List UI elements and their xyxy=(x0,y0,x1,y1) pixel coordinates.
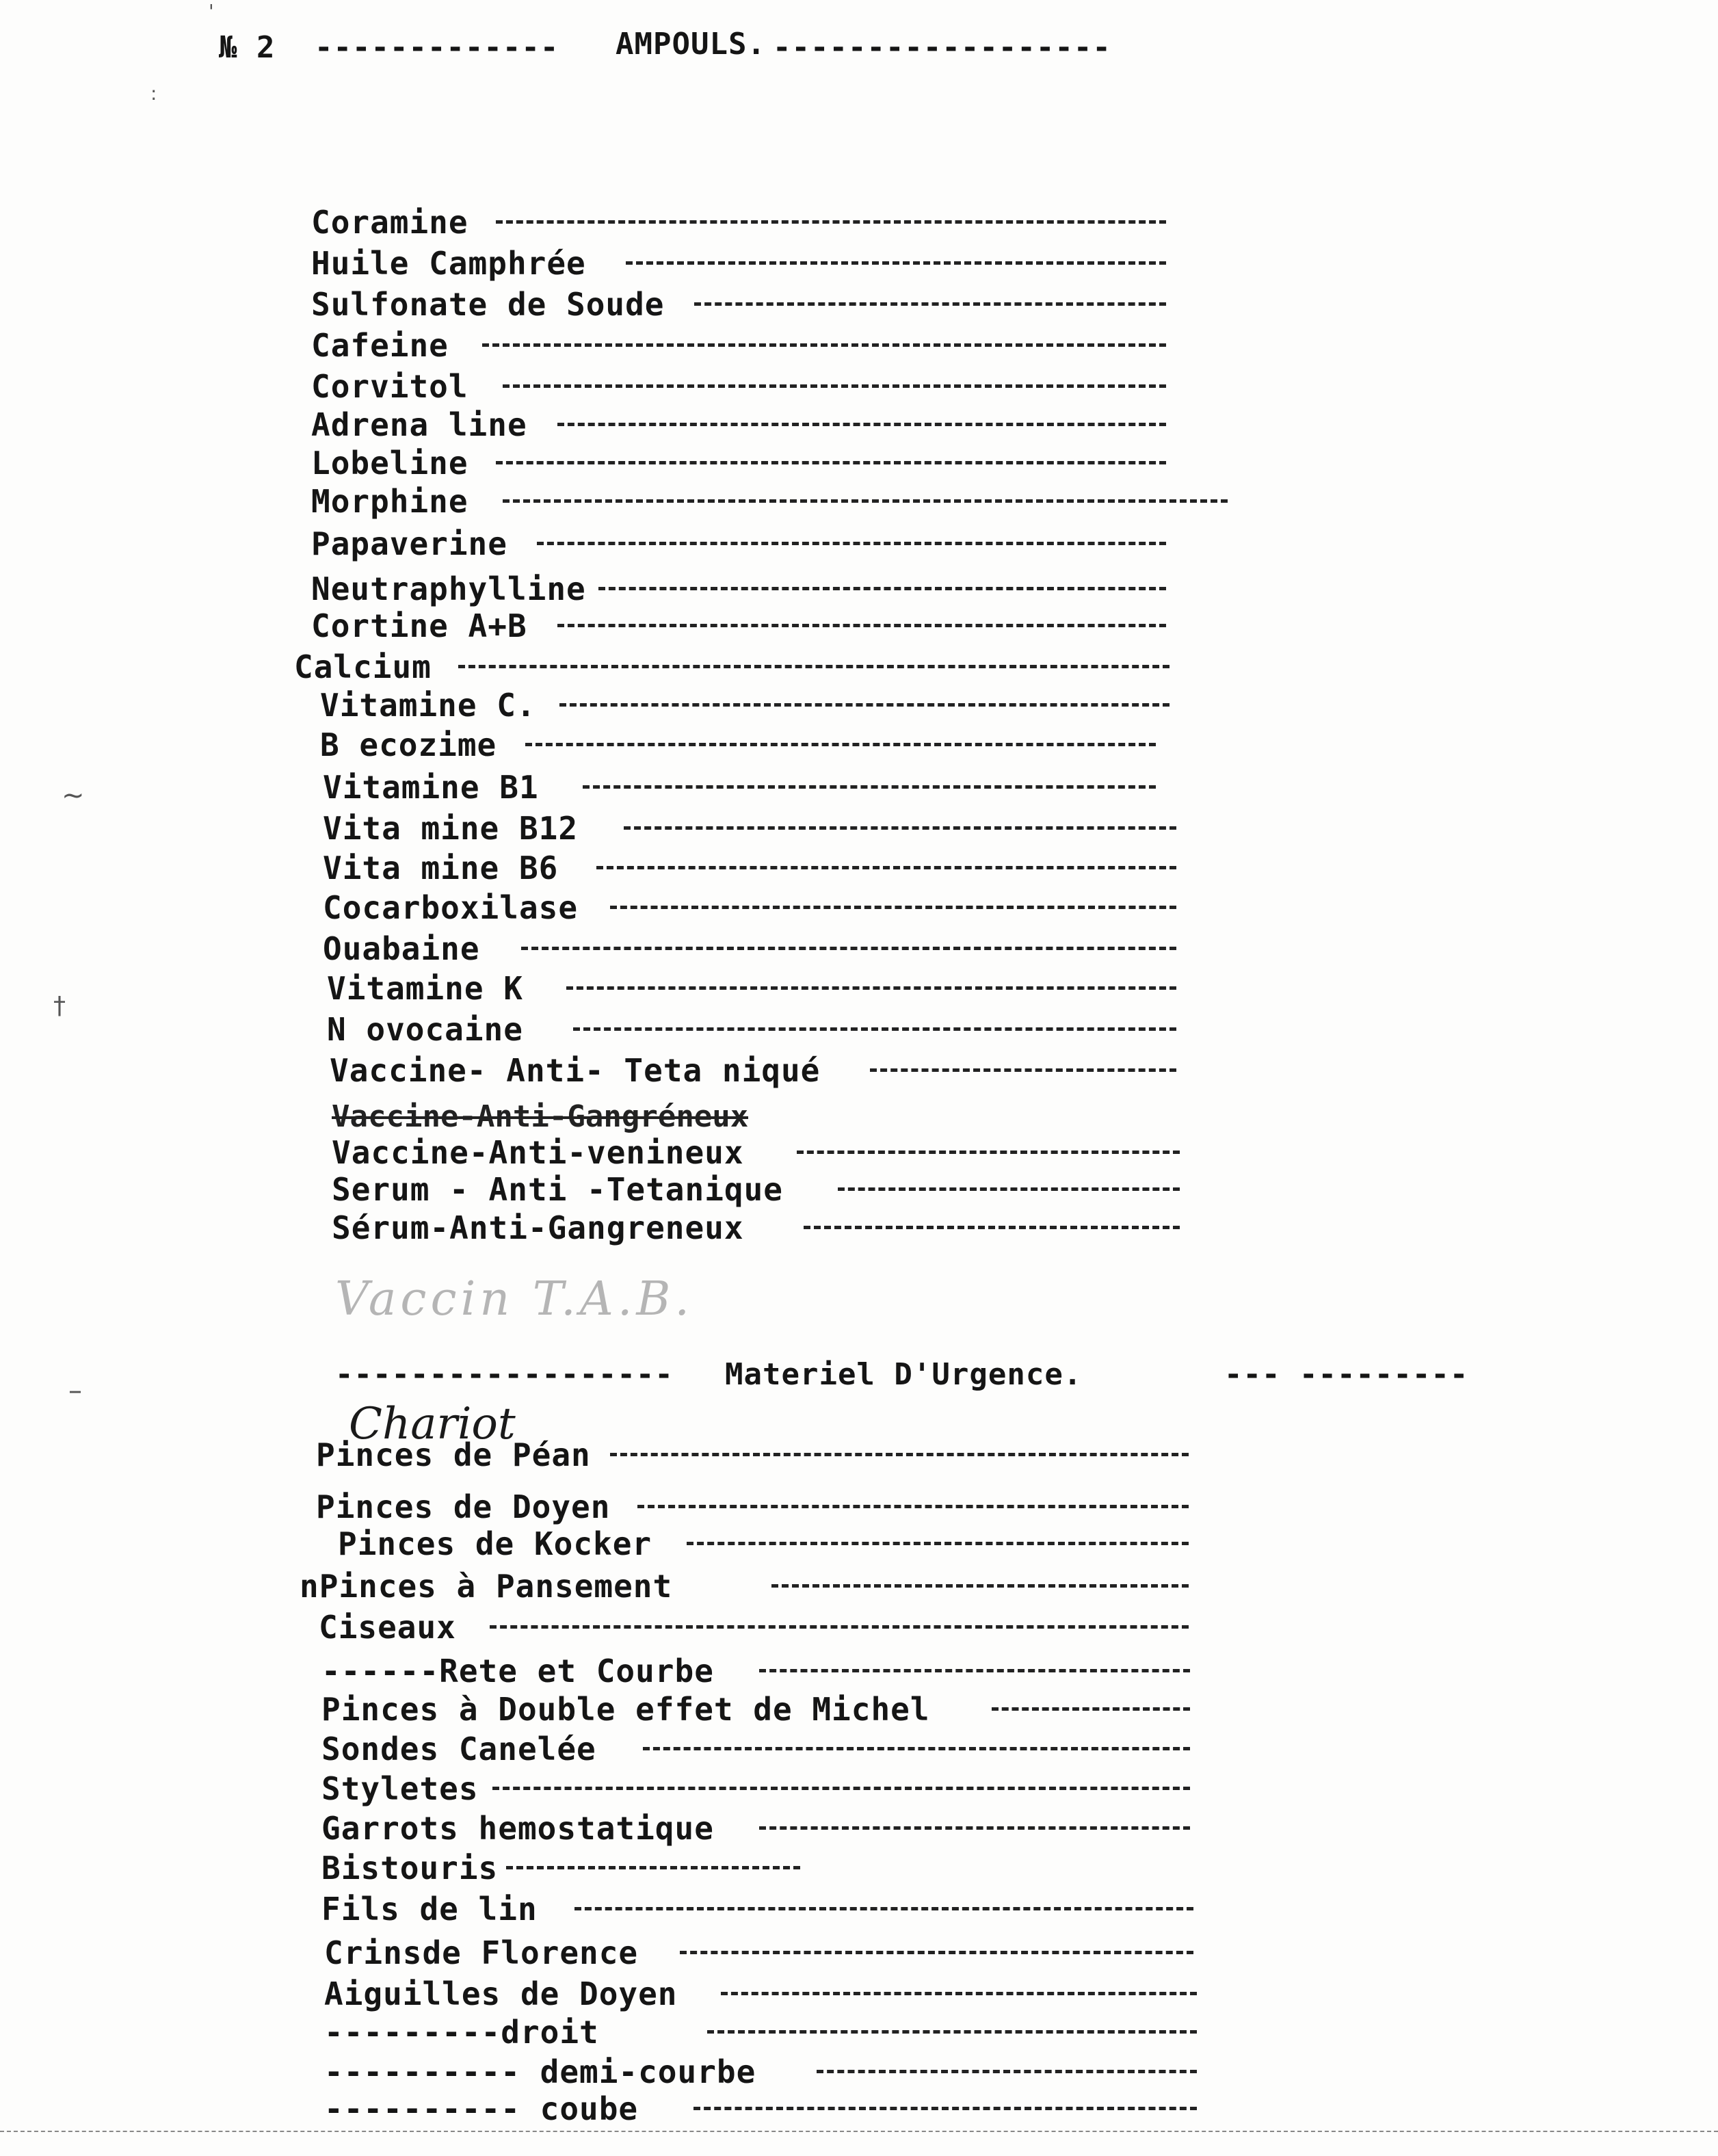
header-leader: ------------------ xyxy=(773,30,1111,65)
dotted-leader xyxy=(525,743,1156,746)
dotted-leader xyxy=(626,261,1166,265)
dotted-leader xyxy=(870,1068,1176,1072)
dotted-leader xyxy=(624,826,1176,830)
item-label: Vitamine C. xyxy=(320,687,536,724)
section-leader: --- --------- xyxy=(1224,1357,1469,1392)
dotted-leader xyxy=(574,1907,1193,1910)
list-item xyxy=(320,688,1169,722)
list-item xyxy=(324,2015,1197,2049)
dotted-leader xyxy=(797,1151,1180,1154)
list-item xyxy=(332,1211,1180,1245)
scan-mark: : xyxy=(150,82,157,105)
list-item xyxy=(323,932,1176,966)
list-item xyxy=(323,770,1156,804)
list-item xyxy=(332,1135,1180,1170)
dotted-leader xyxy=(759,1826,1190,1830)
item-label: Cortine A+B xyxy=(311,607,527,644)
list-item xyxy=(323,891,1176,925)
dotted-leader xyxy=(506,1866,800,1869)
item-label: Crinsde Florence xyxy=(324,1934,639,1971)
list-item xyxy=(311,328,1166,363)
dotted-leader xyxy=(583,785,1156,789)
dotted-leader xyxy=(573,1027,1176,1031)
list-item xyxy=(332,1172,1180,1207)
list-item xyxy=(323,811,1176,845)
list-item xyxy=(321,1892,1193,1926)
dotted-leader xyxy=(598,587,1166,590)
item-label: Vaccine-Anti-venineux xyxy=(332,1134,744,1171)
list-item xyxy=(321,1772,1190,1806)
page-edge xyxy=(0,2131,1718,2134)
item-label: Pinces à Double effet de Michel xyxy=(321,1691,930,1728)
item-label: Cocarboxilase xyxy=(323,889,579,926)
handwritten-note: Vaccin T.A.B. xyxy=(335,1272,694,1326)
list-item xyxy=(311,246,1166,280)
item-label: Pinces de Doyen xyxy=(316,1488,611,1525)
dotted-leader xyxy=(458,665,1169,668)
list-item xyxy=(321,1692,1190,1726)
dotted-leader xyxy=(566,986,1176,990)
list-item xyxy=(324,2055,1197,2089)
scan-mark: – xyxy=(68,1375,82,1406)
dotted-leader xyxy=(992,1707,1190,1711)
item-label: Serum - Anti -Tetanique xyxy=(332,1171,783,1208)
list-item xyxy=(327,971,1176,1005)
list-item xyxy=(316,1490,1189,1524)
scan-mark: † xyxy=(53,992,66,1020)
page-title: AMPOULS. xyxy=(616,27,766,62)
dotted-leader xyxy=(537,542,1166,545)
item-label: Neutraphylline xyxy=(311,570,586,607)
dotted-leader xyxy=(694,302,1166,306)
page-number: № 2 xyxy=(219,30,276,65)
item-label: Aiguilles de Doyen xyxy=(324,1975,678,2012)
dotted-leader xyxy=(637,1505,1189,1508)
item-label: Pinces de Kocker xyxy=(338,1525,652,1562)
list-item xyxy=(311,446,1166,480)
item-label: Vaccine- Anti- Teta niqué xyxy=(330,1052,821,1089)
item-label: Calcium xyxy=(294,648,432,685)
item-label: ---------- coube xyxy=(324,2090,639,2127)
item-label: B ecozime xyxy=(320,726,497,763)
item-label: Ouabaine xyxy=(323,930,480,967)
list-item xyxy=(311,609,1166,643)
list-item xyxy=(311,572,1166,606)
scan-mark: ~ xyxy=(62,780,85,811)
list-item xyxy=(311,527,1166,561)
item-label: Sulfonate de Soude xyxy=(311,286,665,323)
list-item xyxy=(311,287,1166,321)
list-item xyxy=(294,650,1169,684)
list-item xyxy=(321,1851,800,1885)
item-label: Vita mine B6 xyxy=(323,850,559,886)
dotted-leader xyxy=(693,2107,1197,2110)
handwritten-label: Chariot xyxy=(349,1399,516,1449)
dotted-leader xyxy=(492,1787,1190,1790)
dotted-leader xyxy=(490,1625,1189,1629)
list-item xyxy=(327,1012,1176,1047)
dotted-leader xyxy=(838,1187,1180,1191)
item-label: Styletes xyxy=(321,1770,479,1807)
item-label: Sérum-Anti-Gangreneux xyxy=(332,1209,744,1246)
dotted-leader xyxy=(496,220,1166,224)
list-item xyxy=(311,205,1166,239)
list-item xyxy=(300,1569,1189,1603)
dotted-leader xyxy=(804,1226,1180,1229)
item-label: Coramine xyxy=(311,204,468,241)
scan-mark: ' xyxy=(209,0,214,23)
dotted-leader xyxy=(771,1584,1189,1588)
section-title: Materiel D'Urgence. xyxy=(725,1357,1083,1392)
item-label: Morphine xyxy=(311,483,468,520)
dotted-leader xyxy=(557,423,1166,426)
item-label: ---------- demi-courbe xyxy=(324,2053,756,2090)
item-label: Huile Camphrée xyxy=(311,245,586,282)
item-label: Vita mine B12 xyxy=(323,810,579,847)
list-item xyxy=(311,369,1166,404)
list-item xyxy=(324,1977,1197,2011)
list-item xyxy=(330,1053,1176,1088)
item-label: nPinces à Pansement xyxy=(300,1568,673,1605)
list-item xyxy=(324,1936,1193,1970)
dotted-leader xyxy=(559,703,1169,707)
list-item xyxy=(321,1811,1190,1845)
header-leader: ------------- xyxy=(315,30,559,65)
list-item xyxy=(319,1610,1189,1644)
dotted-leader xyxy=(503,384,1166,388)
dotted-leader xyxy=(496,461,1166,464)
dotted-leader xyxy=(707,2030,1197,2034)
list-item xyxy=(321,1732,1190,1766)
struck-through-line: Vaccine-Anti-Gangréneux xyxy=(332,1099,749,1134)
list-item xyxy=(316,1438,1189,1472)
item-label: Ciseaux xyxy=(319,1609,456,1646)
item-label: Corvitol xyxy=(311,368,468,405)
dotted-leader xyxy=(687,1542,1189,1545)
item-label: Pinces de Péan xyxy=(316,1436,591,1473)
list-item xyxy=(311,484,1228,518)
item-label: Papaverine xyxy=(311,525,507,562)
dotted-leader xyxy=(721,1992,1197,1995)
item-label: ---------droit xyxy=(324,2014,599,2051)
list-item xyxy=(320,728,1156,762)
list-item xyxy=(321,1654,1190,1688)
dotted-leader xyxy=(610,906,1176,909)
dotted-leader xyxy=(521,947,1176,950)
dotted-leader xyxy=(610,1453,1189,1456)
list-item xyxy=(324,2092,1197,2126)
dotted-leader xyxy=(643,1747,1190,1750)
item-label: Bistouris xyxy=(321,1850,499,1886)
item-label: Lobeline xyxy=(311,445,468,482)
item-label: ------Rete et Courbe xyxy=(321,1653,714,1690)
dotted-leader xyxy=(596,866,1176,869)
item-label: Cafeine xyxy=(311,327,449,364)
dotted-leader xyxy=(759,1669,1190,1672)
item-label: Garrots hemostatique xyxy=(321,1810,714,1847)
dotted-leader xyxy=(557,624,1166,627)
list-item xyxy=(338,1527,1189,1561)
item-label: Vitamine B1 xyxy=(323,769,539,806)
item-label: Vitamine K xyxy=(327,970,523,1007)
dotted-leader xyxy=(482,343,1166,347)
dotted-leader xyxy=(817,2070,1197,2073)
list-item xyxy=(311,408,1166,442)
dotted-leader xyxy=(680,1951,1193,1954)
item-label: Fils de lin xyxy=(321,1891,538,1928)
dotted-leader xyxy=(503,499,1228,503)
item-label: Adrena line xyxy=(311,406,527,443)
section-leader: ------------------ xyxy=(335,1357,674,1392)
item-label: Sondes Canelée xyxy=(321,1731,596,1767)
list-item xyxy=(323,851,1176,885)
item-label: N ovocaine xyxy=(327,1011,523,1048)
